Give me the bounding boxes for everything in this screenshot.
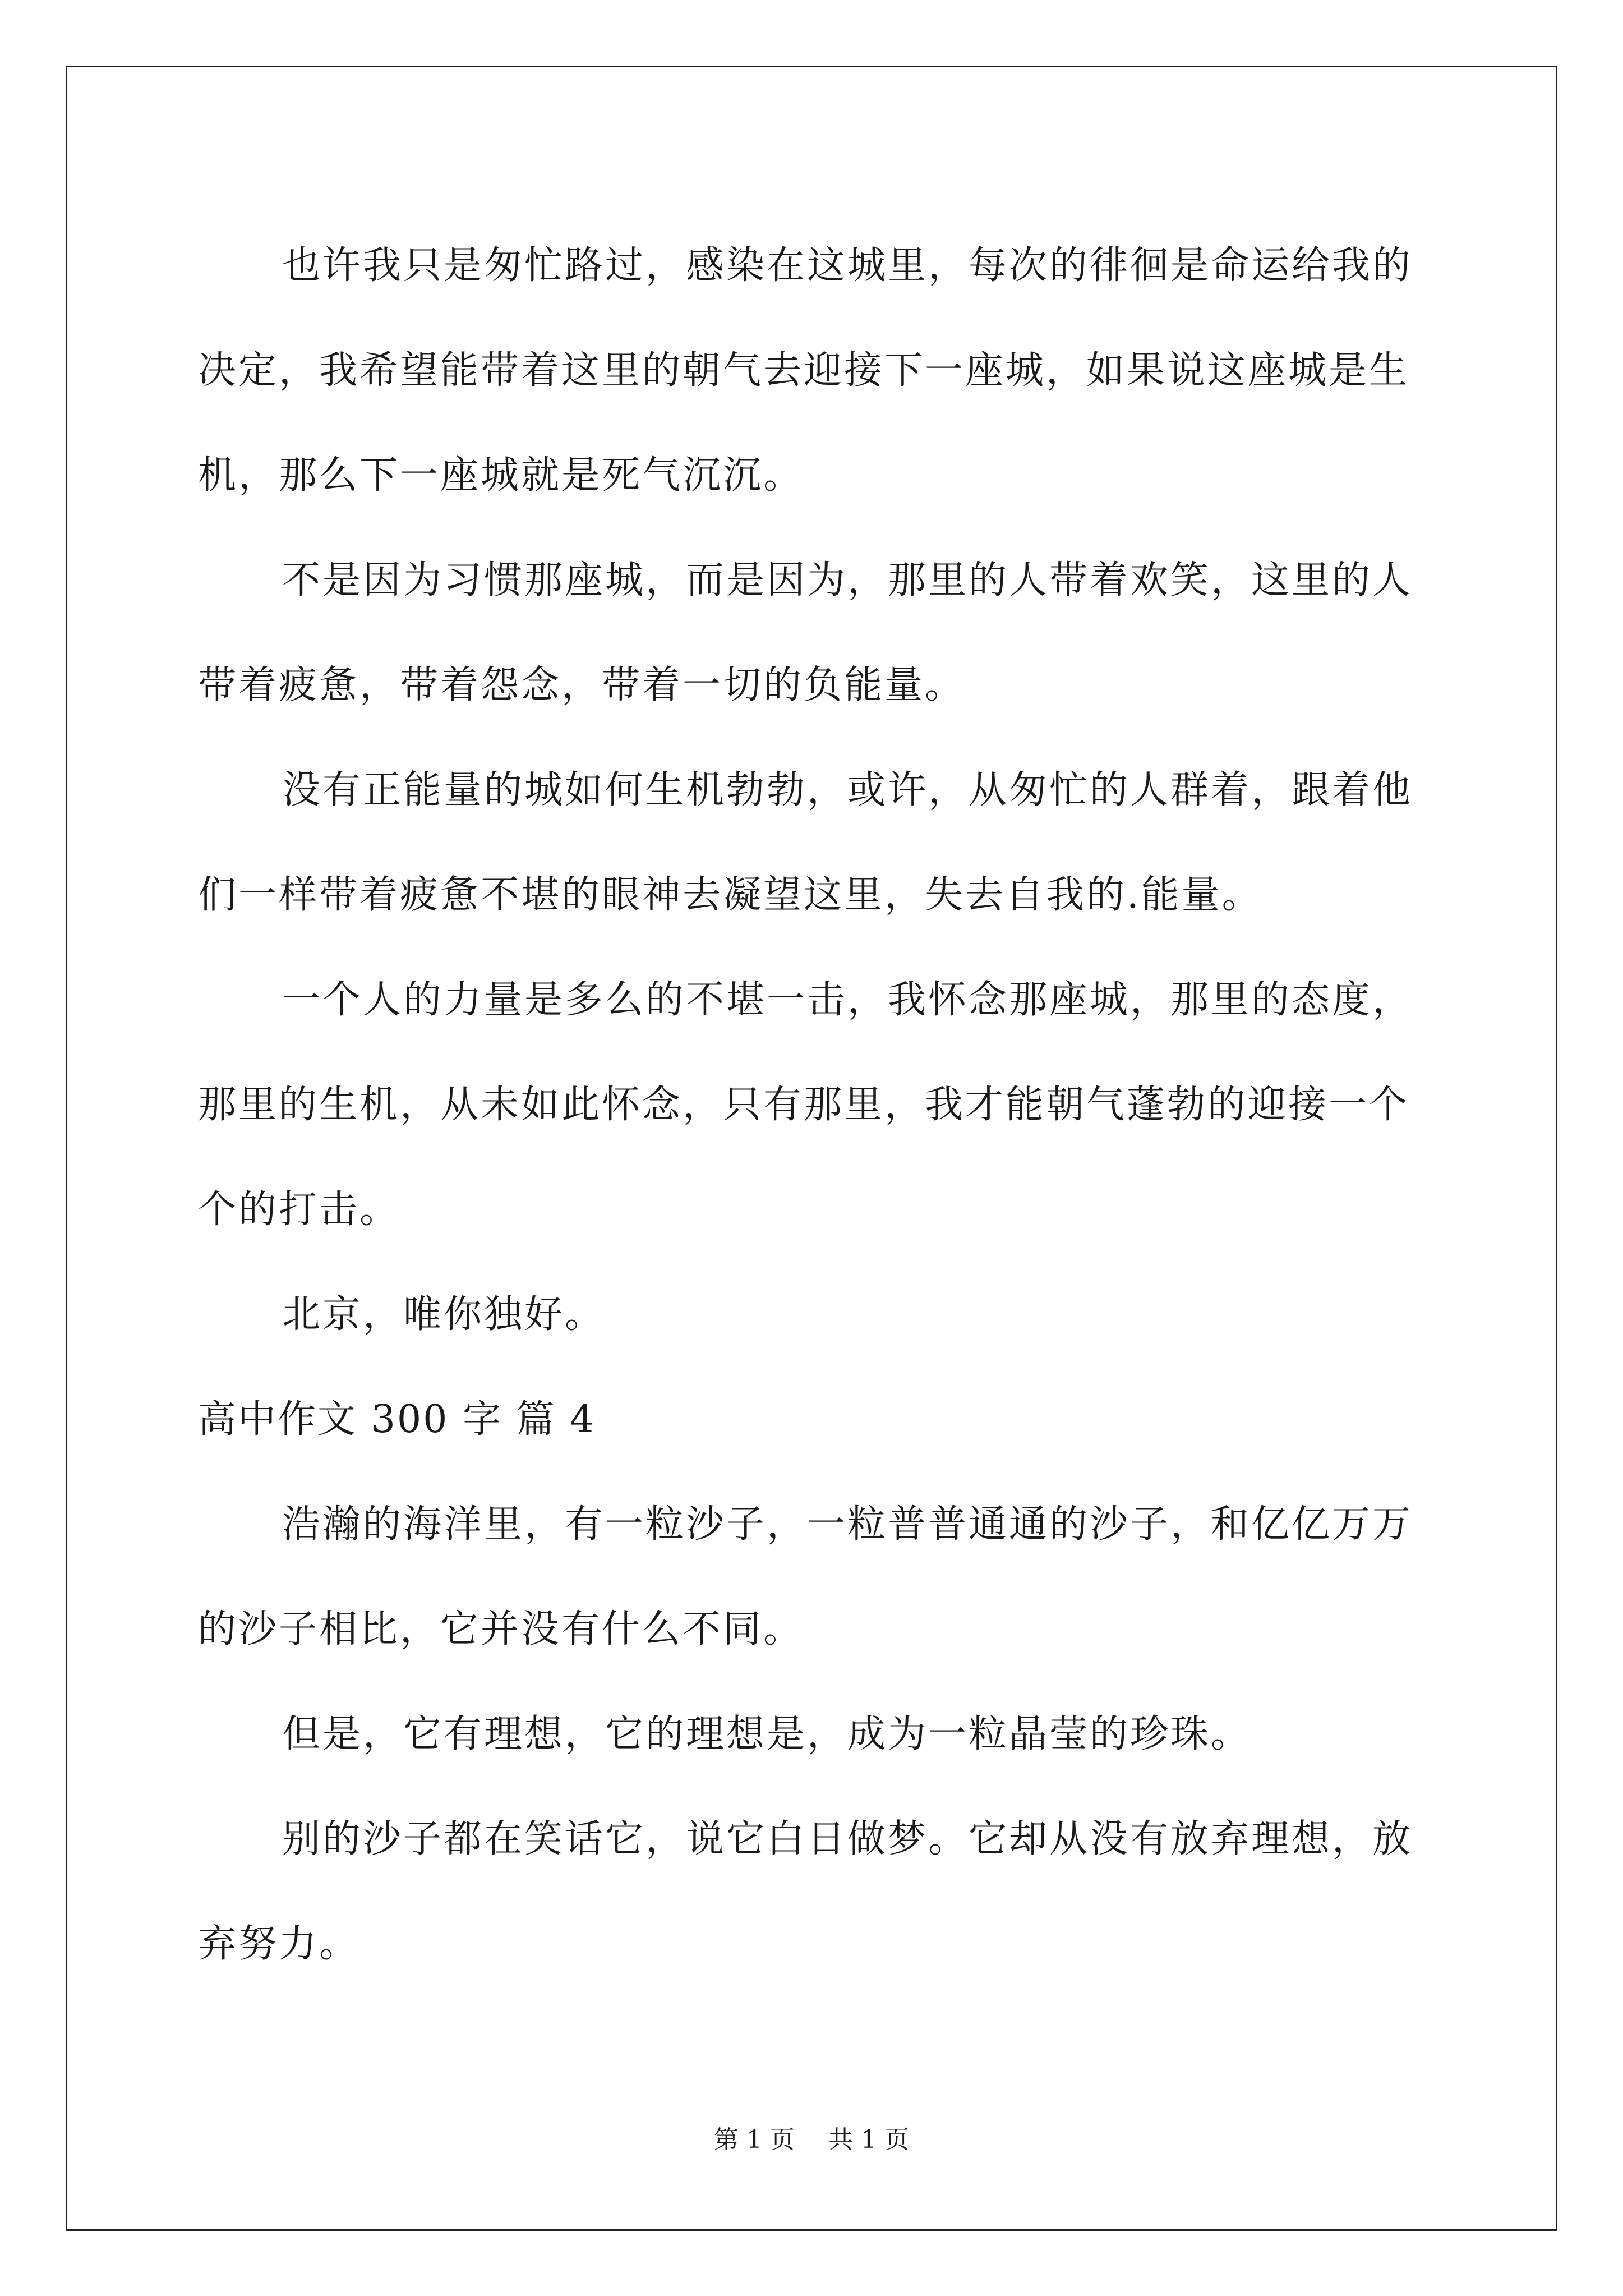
paragraph-line: 个的打击。	[198, 1188, 400, 1232]
paragraph-line: 一个人的力量是多么的不堪一击，我怀念那座城，那里的态度，	[282, 978, 1413, 1022]
paragraph-line: 那里的生机，从未如此怀念，只有那里，我才能朝气蓬勃的迎接一个	[198, 1083, 1410, 1127]
paragraph-line: 弃努力。	[198, 1922, 360, 1966]
section-heading: 高中作文 300 字 篇 4	[198, 1397, 596, 1442]
page-total: 共 1 页	[828, 2125, 909, 2154]
paragraph-line: 带着疲惫，带着怨念，带着一切的负能量。	[198, 663, 966, 707]
paragraph-line: 不是因为习惯那座城，而是因为，那里的人带着欢笑，这里的人	[282, 558, 1413, 602]
paragraph-line: 们一样带着疲惫不堪的眼神去凝望这里，失去自我的.能量。	[198, 873, 1262, 917]
paragraph-line: 但是，它有理想，它的理想是，成为一粒晶莹的珍珠。	[282, 1712, 1252, 1756]
paragraph-line: 没有正能量的城如何生机勃勃，或许，从匆忙的人群着，跟着他	[282, 768, 1413, 812]
page-footer	[0, 2123, 1623, 2157]
paragraph-line: 的沙子相比，它并没有什么不同。	[198, 1607, 804, 1651]
paragraph-line: 浩瀚的海洋里，有一粒沙子，一粒普普通通的沙子，和亿亿万万	[282, 1502, 1413, 1547]
paragraph-line: 也许我只是匆忙路过，感染在这城里，每次的徘徊是命运给我的	[282, 243, 1413, 288]
paragraph-line: 别的沙子都在笑话它，说它白日做梦。它却从没有放弃理想，放	[282, 1817, 1413, 1861]
paragraph-line: 决定，我希望能带着这里的朝气去迎接下一座城，如果说这座城是生	[198, 348, 1410, 393]
paragraph-line: 北京，唯你独好。	[282, 1292, 606, 1337]
document-body	[198, 213, 1465, 1996]
paragraph-line: 机，那么下一座城就是死气沉沉。	[198, 453, 804, 498]
page-number: 第 1 页	[714, 2125, 795, 2154]
